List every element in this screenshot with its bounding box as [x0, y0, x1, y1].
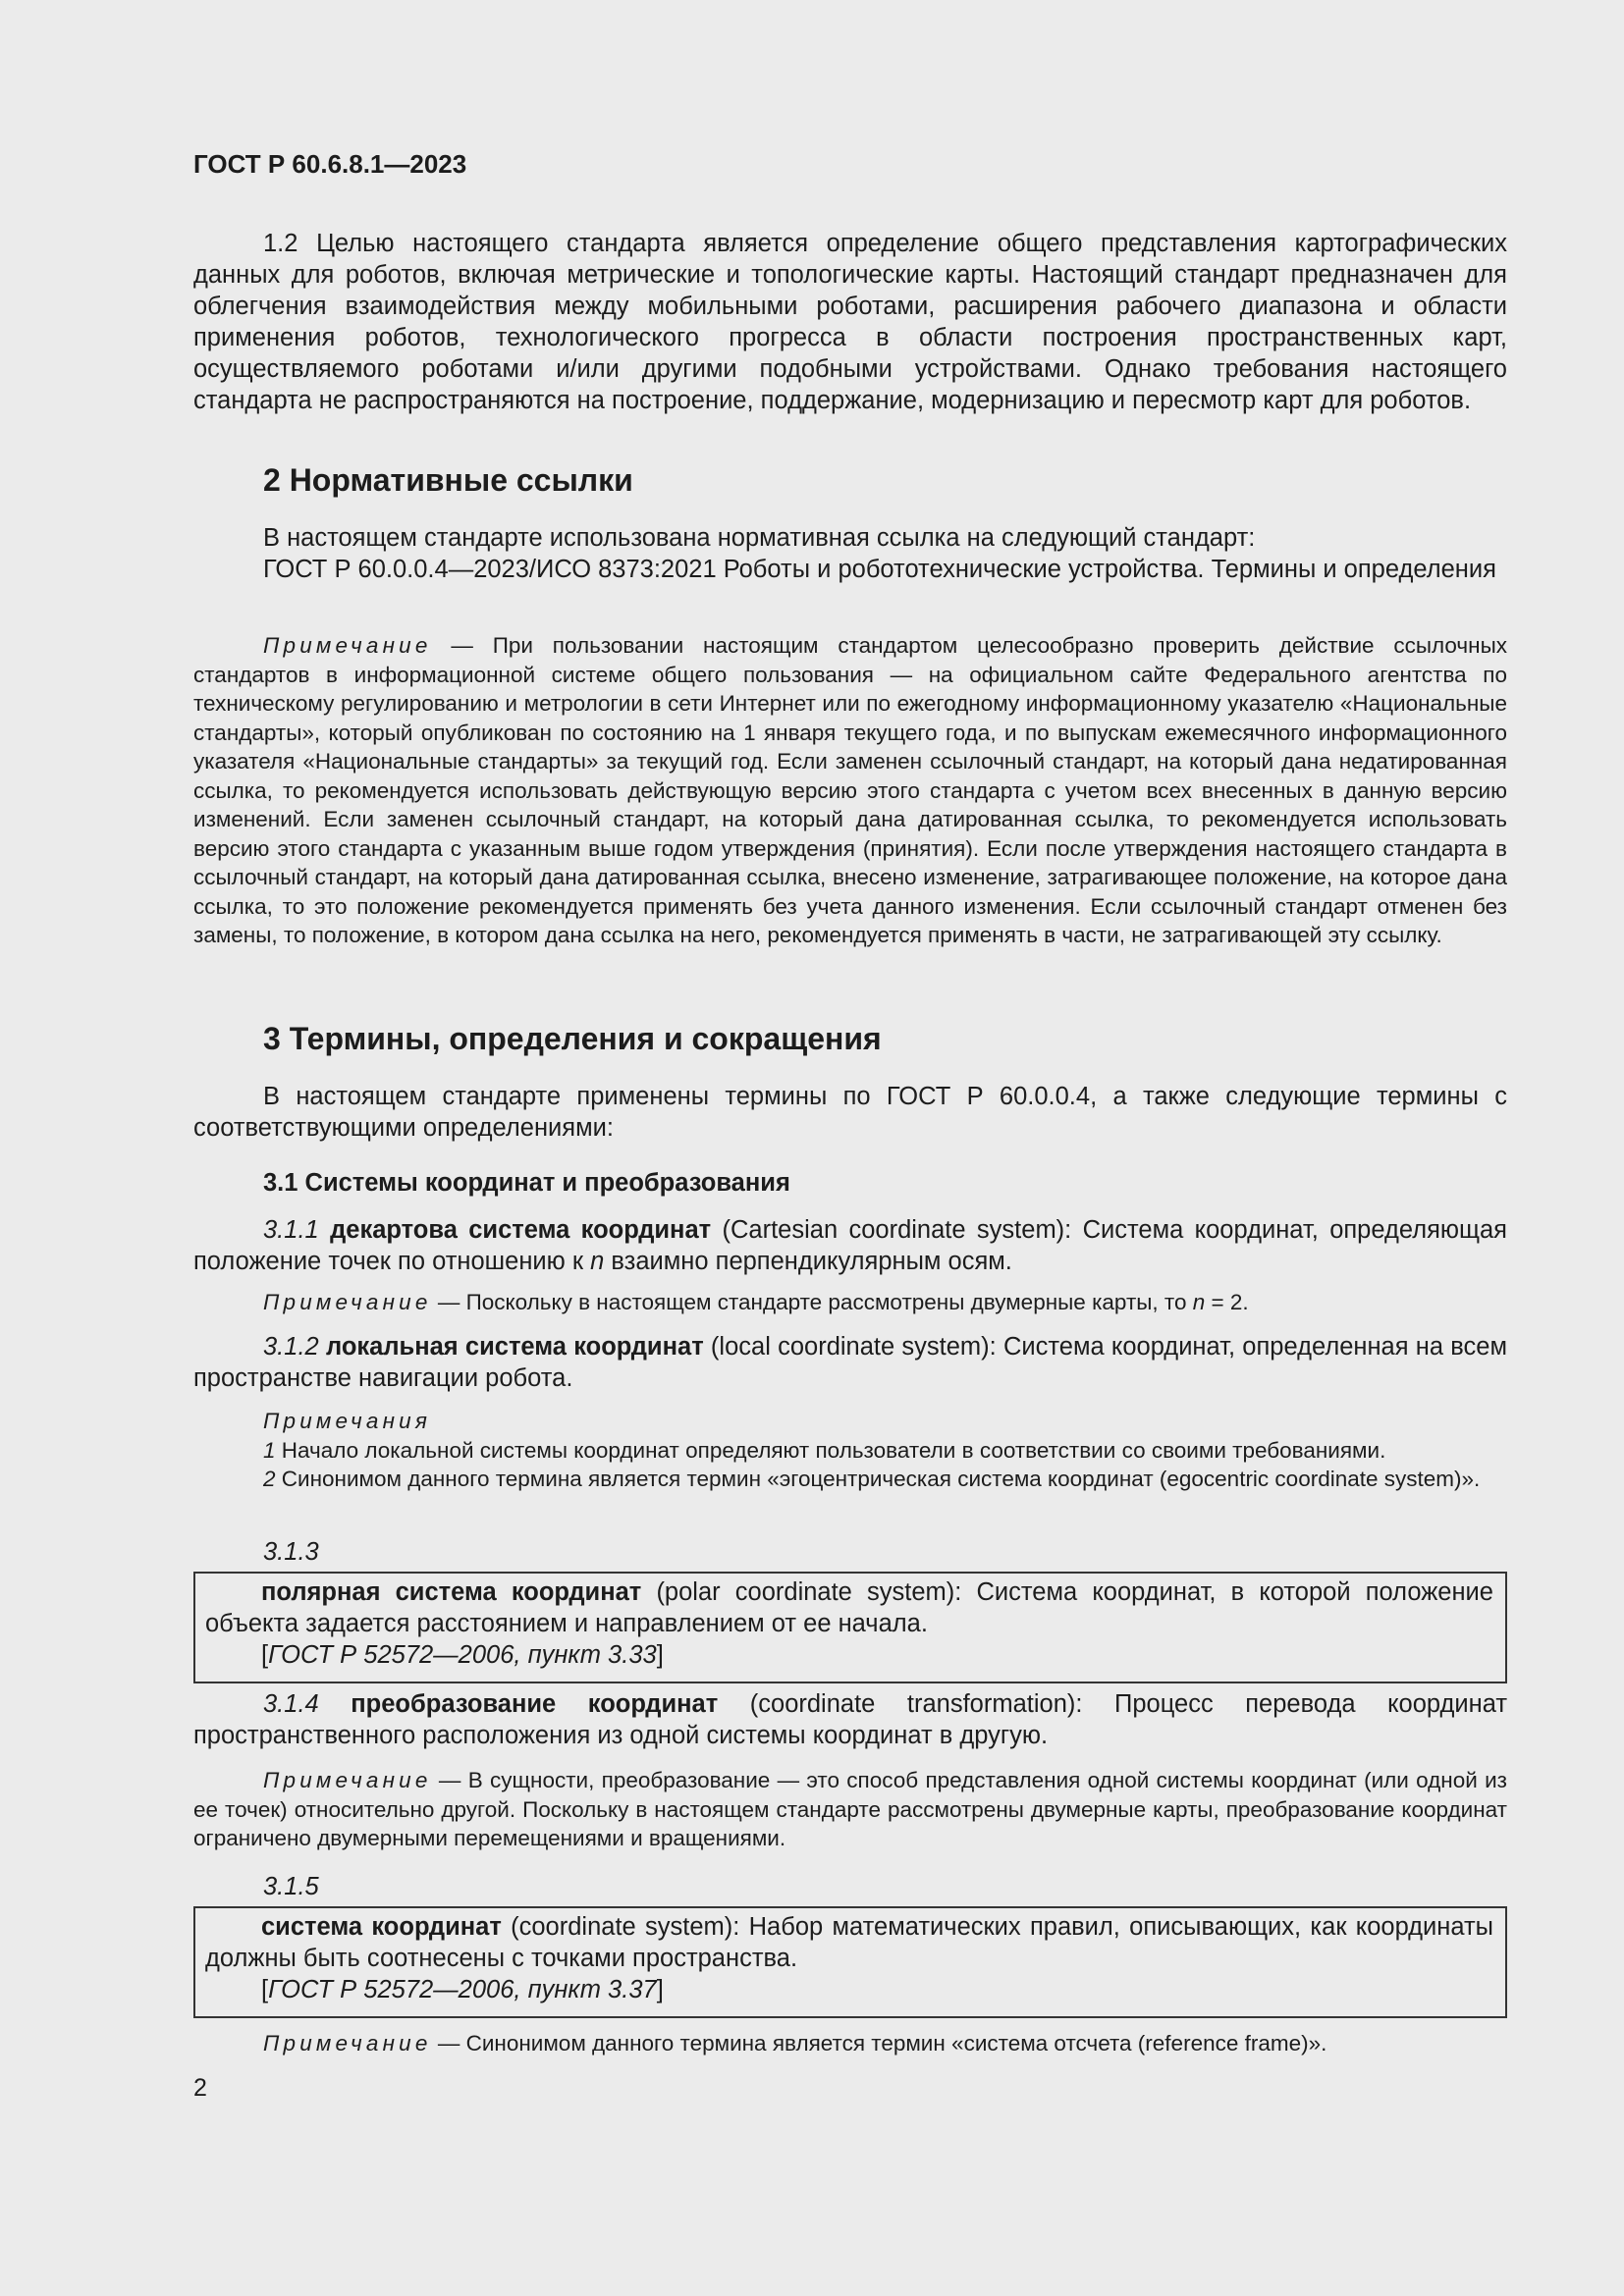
note-text: — При пользовании настоящим стандартом целесообразно проверить действие ссылочных стандартов в информационной системе общего пользования — на официальном сайте Федерального агентства по техническому регулированию и метрологии в сети Интернет или по ежегодному информационному указателю «Национальные стандарты», который опубликован по состоянию на 1 января текущего года, и по выпускам ежемесячного информационного указателя «Национальные стандарты» за текущий год. Если заменен ссылочный стандарт, на который дана недатированная ссылка, то рекомендуется использовать действующую версию этого стандарта с учетом всех внесенных в данную версию изменений. Если заменен ссылочный стандарт, на который дана датированная ссылка, то рекомендуется использовать версию этого стандарта с указанным выше годом утверждения (принятия). Если после утверждения настоящего стандарта в ссылочный стандарт, на который дана датированная ссылка, внесено изменение, затрагивающее положение, на которое дана ссылка, то это положение рекомендуется применять без учета данного изменения. Если ссылочный стандарт отменен без замены, то положение, в котором дана ссылка на него, рекомендуется применять в части, не затрагивающей эту ссылку. — [193, 633, 1507, 947]
section-2-note — [193, 631, 1507, 950]
note-label: Примечание — [263, 2031, 432, 2056]
note-label: Примечание — [263, 1290, 432, 1314]
term-definition: (local coordinate system): Система координат, определенная на всем пространстве навигации робота. — [193, 1333, 1507, 1392]
term-definition: (polar coordinate system): Система координат, в которой положение объекта задается расстоянием и направлением от ее начала. — [205, 1578, 1493, 1637]
term-number: 3.1.2 — [263, 1333, 319, 1361]
note-text-b: = 2. — [1205, 1290, 1249, 1314]
term-3-1-5-note — [193, 2029, 1507, 2058]
term-3-1-1-note — [193, 1288, 1507, 1317]
section-1-2-paragraph: 1.2 Целью настоящего стандарта является определение общего представления картографических данных для роботов, включая метрические и топологические карты. Настоящий стандарт предназначен для облегчения взаимодействия между мобильными роботами, расширения рабочего диапазона и области применения роботов, технологического прогресса в области построения пространственных карт, осуществляемого роботами и/или другими подобными устройствами. Однако требования настоящего стандарта не распространяются на построение, поддержание, модернизацию и пересмотр карт для роботов. — [193, 230, 1507, 414]
term-3-1-5-box — [193, 1906, 1507, 2018]
term-definition-b: взаимно перпендикулярным осям. — [604, 1248, 1012, 1275]
term-3-1-5-number: 3.1.5 — [263, 1873, 319, 1900]
term-3-1-1 — [193, 1214, 1507, 1277]
note-text: — В сущности, преобразование — это способ представления одной системы координат (или одной из ее точек) относительно другой. Поскольку в настоящем стандарте рассмотрены двумерные карты, преобразование координат ограничено двумерными перемещениями и вращениями. — [193, 1768, 1507, 1850]
section-3-intro: В настоящем стандарте применены термины по ГОСТ Р 60.0.0.4, а также следующие термины с соответствующими определениями: — [193, 1083, 1507, 1142]
source-reference: ГОСТ Р 52572—2006, пункт 3.33 — [268, 1641, 657, 1669]
term-source: [ГОСТ Р 52572—2006, пункт 3.33] — [261, 1641, 664, 1669]
normative-reference: ГОСТ Р 60.0.0.4—2023/ИСО 8373:2021 Роботы и робототехнические устройства. Термины и определения — [263, 556, 1496, 583]
term-3-1-3-number: 3.1.3 — [263, 1538, 319, 1566]
term-3-1-2 — [193, 1331, 1507, 1394]
term-name: локальная система координат — [325, 1333, 704, 1361]
notes-label: Примечания — [263, 1409, 432, 1433]
term-3-1-5 — [205, 1911, 1493, 1974]
note-text: — Синонимом данного термина является термин «система отсчета (reference frame)». — [431, 2031, 1327, 2056]
section-2-intro: В настоящем стандарте использована нормативная ссылка на следующий стандарт: — [263, 524, 1256, 552]
term-number: 3.1.4 — [263, 1690, 319, 1718]
term-name: система координат — [261, 1913, 502, 1941]
note-2 — [193, 1465, 1507, 1494]
term-number: 3.1.1 — [263, 1216, 319, 1244]
note-label: Примечание — [263, 633, 432, 658]
term-3-1-4 — [193, 1688, 1507, 1751]
note-number: 1 — [263, 1437, 276, 1463]
variable-n: n — [590, 1248, 605, 1275]
term-3-1-2-notes — [193, 1407, 1507, 1494]
subsection-3-1-heading: 3.1 Системы координат и преобразования — [263, 1169, 790, 1197]
term-name: декартова система координат — [330, 1216, 712, 1244]
term-3-1-3 — [205, 1576, 1493, 1639]
term-source: [ГОСТ Р 52572—2006, пункт 3.37] — [261, 1976, 664, 2003]
term-name: преобразование координат — [351, 1690, 719, 1718]
term-3-1-3-box — [193, 1572, 1507, 1683]
term-definition: (coordinate transformation): Процесс перевода координат пространственного расположения из одной системы координат в другую. — [193, 1690, 1507, 1749]
note-text: Начало локальной системы координат определяют пользователи в соответствии со своими требованиями. — [275, 1437, 1386, 1463]
note-1 — [193, 1436, 1507, 1466]
doc-code: ГОСТ Р 60.6.8.1—2023 — [193, 149, 467, 179]
section-2-heading: 2 Нормативные ссылки — [263, 462, 633, 498]
note-number: 2 — [263, 1467, 276, 1491]
section-3-heading: 3 Термины, определения и сокращения — [263, 1021, 882, 1056]
term-3-1-4-note — [193, 1766, 1507, 1853]
term-name: полярная система координат — [261, 1578, 642, 1606]
source-reference: ГОСТ Р 52572—2006, пункт 3.37 — [268, 1976, 657, 2003]
term-definition-a: (Cartesian coordinate system): Система координат, определяющая положение точек по отношению к — [193, 1216, 1507, 1275]
document-header — [193, 149, 1507, 180]
note-text-a: — Поскольку в настоящем стандарте рассмотрены двумерные карты, то — [431, 1290, 1193, 1314]
note-label: Примечание — [263, 1768, 432, 1792]
variable-n: n — [1192, 1290, 1206, 1314]
page-number: 2 — [193, 2074, 207, 2102]
notes-label-line — [193, 1407, 1507, 1436]
term-definition: (coordinate system): Набор математических правил, описывающих, как координаты должны быть соотнесены с точками пространства. — [205, 1913, 1494, 1972]
note-text: Синонимом данного термина является термин «эгоцентрическая система координат (egocentric coordinate system)». — [275, 1467, 1481, 1491]
